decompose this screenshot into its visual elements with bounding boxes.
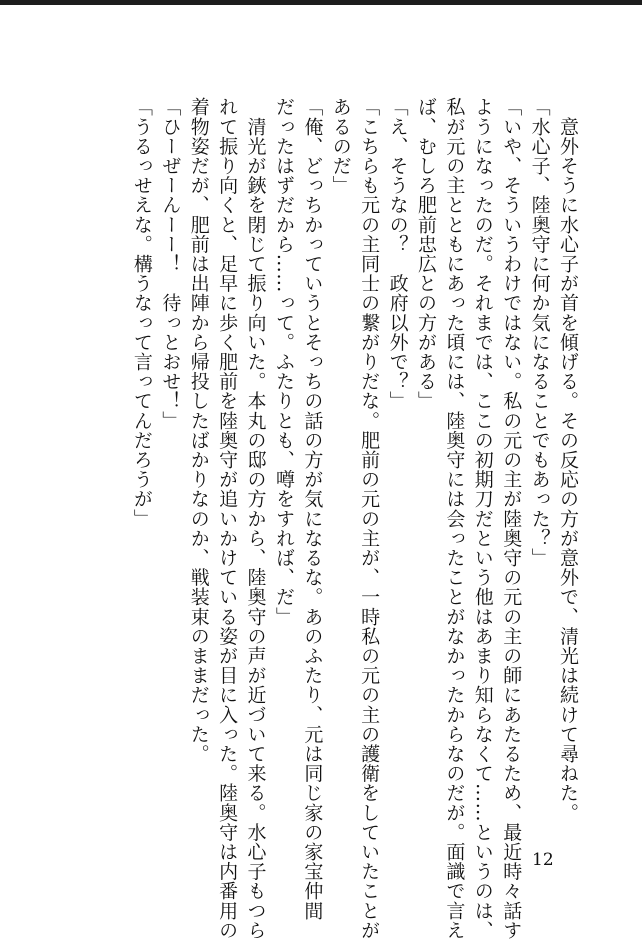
- text-line: ようになったのだ。それまでは、ここの初期刀だという他はあまり知らなくて……というのは、: [471, 97, 494, 940]
- text-line: ば、むしろ肥前忠広との方がある」: [414, 97, 437, 411]
- text-line: 意外そうに水心子が首を傾げる。その反応の方が意外で、清光は続けて尋ねた。: [557, 97, 579, 823]
- book-page: [0, 5, 642, 940]
- text-line: れて振り向くと、足早に歩く肥前を陸奥守が追いかけている姿が目に入った。陸奥守は内番用の: [216, 97, 239, 940]
- text-line: 「こちらも元の主同士の繋がりだな。肥前の元の主が、一時私の元の主の護衛をしていたことが: [358, 97, 381, 940]
- text-line: 「水心子、陸奥守に何か気になることでもあった？」: [528, 97, 551, 568]
- text-line: 私が元の主とともにあった頃には、陸奥守には会ったことがなかったからなのだが。面識で言え: [443, 97, 466, 940]
- text-line: 清光が鋏を閉じて振り向いた。本丸の邸の方から、陸奥守の声が近づいて来る。水心子もつら: [244, 97, 267, 940]
- page-number: 12: [532, 850, 554, 870]
- text-line: 「え、そうなの？ 政府以外で？」: [386, 97, 409, 411]
- text-line: あるのだ」: [329, 97, 352, 195]
- text-line: 「うるっせえな。構うなって言ってんだろうが」: [130, 97, 153, 529]
- text-line: 「ひーぜーんーー！ 待っとおせ！」: [159, 97, 182, 431]
- text-line: 「俺、どっちかっていうとそっちの話の方が気になるな。あのふたり、元は同じ家の家宝仲間: [301, 97, 324, 921]
- text-line: 「いや、そういうわけではない。私の元の主が陸奥守の元の主の師にあたるため、最近時々話す: [500, 97, 523, 940]
- text-line: 着物姿だが、肥前は出陣から帰投したばかりなのか、戦装束のままだった。: [187, 97, 210, 764]
- text-line: だったはずだから……って。ふたりとも、噂をすれば、だ」: [272, 97, 295, 627]
